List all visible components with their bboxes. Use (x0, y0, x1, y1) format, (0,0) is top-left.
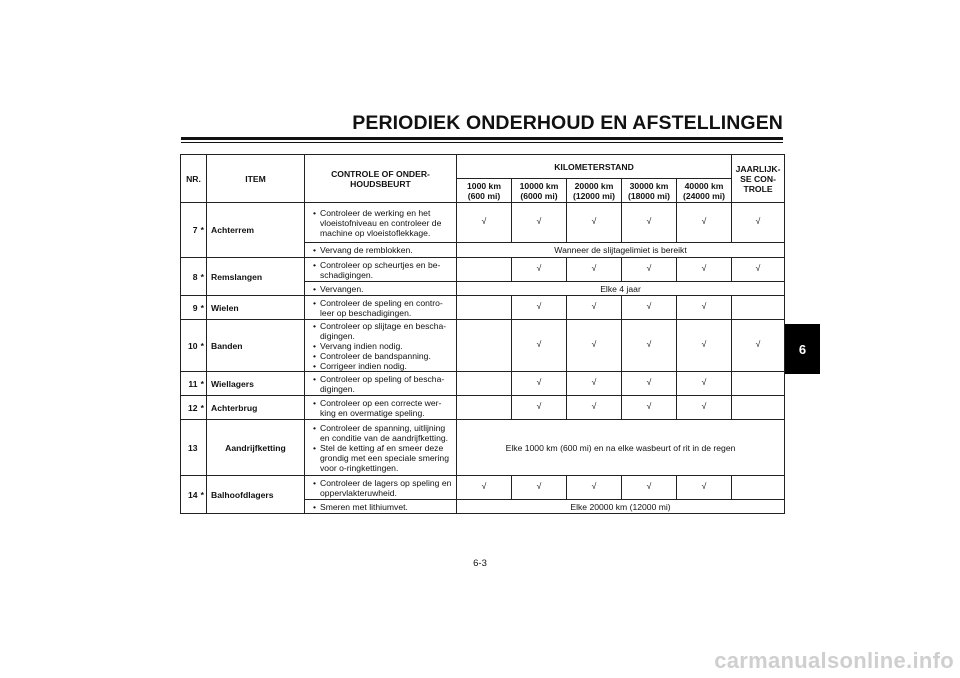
empty-cell (732, 476, 785, 500)
check-mark: √ (732, 258, 785, 282)
header-interval: 10000 km (6000 mi) (512, 179, 567, 203)
check-description (305, 296, 457, 320)
header-odometer: KILOMETERSTAND (457, 155, 732, 179)
check-mark: √ (512, 320, 567, 372)
header-interval: 1000 km (600 mi) (457, 179, 512, 203)
check-mark: √ (622, 372, 677, 396)
check-mark: √ (567, 296, 622, 320)
header-annual: JAARLIJK- SE CON- TROLE (732, 155, 785, 203)
row-number: 13 (181, 420, 199, 476)
check-mark: √ (622, 203, 677, 243)
row-item: Wielen (207, 296, 305, 320)
header-interval: 40000 km (24000 mi) (677, 179, 732, 203)
check-mark: √ (622, 296, 677, 320)
check-mark: √ (567, 258, 622, 282)
check-mark: √ (512, 476, 567, 500)
check-description (305, 420, 457, 476)
check-mark: √ (567, 476, 622, 500)
header-check: CONTROLE OF ONDER- HOUDSBEURT (305, 155, 457, 203)
empty-cell (732, 372, 785, 396)
check-mark: √ (567, 372, 622, 396)
check-mark: √ (622, 476, 677, 500)
check-bullet: • Controleer op slijtage en bescha-digingen. (311, 321, 452, 341)
check-bullet: • Controleer op een correcte wer-king en overmatige speling. (311, 398, 452, 418)
check-mark: √ (567, 320, 622, 372)
header-rule (181, 137, 783, 140)
row-number: 9 (181, 296, 199, 320)
check-mark: √ (567, 203, 622, 243)
dealer-service-marker: * (199, 296, 207, 320)
empty-cell (457, 320, 512, 372)
header-interval: 30000 km (18000 mi) (622, 179, 677, 203)
check-description (305, 372, 457, 396)
empty-cell (732, 296, 785, 320)
row-item: Achterrem (207, 203, 305, 258)
dealer-service-marker: * (199, 476, 207, 514)
watermark: carmanualsonline.info (714, 648, 954, 673)
check-mark: √ (677, 476, 732, 500)
table-row (181, 372, 785, 396)
check-description (305, 396, 457, 420)
check-bullet: • Smeren met lithiumvet. (311, 502, 452, 512)
page-number: 6-3 (473, 558, 487, 569)
dealer-service-marker: * (199, 372, 207, 396)
check-mark: √ (622, 396, 677, 420)
check-mark: √ (567, 396, 622, 420)
check-description (305, 320, 457, 372)
check-mark: √ (677, 203, 732, 243)
header-nr: NR. (181, 155, 207, 203)
chapter-tab[interactable]: 6 (785, 324, 820, 374)
check-mark: √ (512, 258, 567, 282)
row-item: Achterbrug (207, 396, 305, 420)
row-item: Banden (207, 320, 305, 372)
check-description (305, 500, 457, 514)
check-bullet: • Vervang de remblokken. (311, 245, 452, 255)
check-mark: √ (457, 476, 512, 500)
row-number: 12 (181, 396, 199, 420)
empty-cell (457, 296, 512, 320)
check-description (305, 243, 457, 258)
check-mark: √ (677, 320, 732, 372)
header-rule-thin (181, 142, 783, 143)
dealer-service-marker: * (199, 396, 207, 420)
check-bullet: • Controleer op speling of bescha-digingen. (311, 374, 452, 394)
check-description (305, 476, 457, 500)
maintenance-table (180, 154, 785, 514)
dealer-service-marker (199, 420, 207, 476)
table-row (181, 420, 785, 476)
check-mark: √ (677, 372, 732, 396)
interval-note: Elke 20000 km (12000 mi) (457, 500, 785, 514)
row-item: Balhoofdlagers (207, 476, 305, 514)
check-bullet: • Controleer de bandspanning. (311, 351, 452, 361)
row-item: Remslangen (207, 258, 305, 296)
check-mark: √ (512, 296, 567, 320)
check-mark: √ (677, 258, 732, 282)
dealer-service-marker: * (199, 203, 207, 258)
check-mark: √ (732, 203, 785, 243)
table-row (181, 296, 785, 320)
check-bullet: • Corrigeer indien nodig. (311, 361, 452, 371)
page-title: PERIODIEK ONDERHOUD EN AFSTELLINGEN (352, 112, 783, 134)
row-number: 14 (181, 476, 199, 514)
check-bullet: • Vervang indien nodig. (311, 341, 452, 351)
row-item: Aandrijfketting (207, 420, 305, 476)
table-row (181, 476, 785, 500)
check-mark: √ (622, 258, 677, 282)
row-number: 7 (181, 203, 199, 258)
empty-cell (457, 372, 512, 396)
check-mark: √ (512, 396, 567, 420)
check-mark: √ (512, 203, 567, 243)
table-row (181, 203, 785, 243)
table-row (181, 320, 785, 372)
check-mark: √ (512, 372, 567, 396)
empty-cell (457, 396, 512, 420)
row-number: 10 (181, 320, 199, 372)
interval-note: Elke 1000 km (600 mi) en na elke wasbeurt of rit in de regen (457, 420, 785, 476)
check-mark: √ (457, 203, 512, 243)
dealer-service-marker: * (199, 258, 207, 296)
row-number: 8 (181, 258, 199, 296)
check-description (305, 282, 457, 296)
row-number: 11 (181, 372, 199, 396)
header-item: ITEM (207, 155, 305, 203)
dealer-service-marker: * (199, 320, 207, 372)
empty-cell (457, 258, 512, 282)
table-row (181, 396, 785, 420)
check-bullet: • Controleer de lagers op speling en oppervlakteruwheid. (311, 478, 452, 498)
check-bullet: • Vervangen. (311, 284, 452, 294)
check-bullet: • Stel de ketting af en smeer deze grondig met een speciale smering voor o-ringkettingen. (311, 443, 452, 473)
check-description (305, 258, 457, 282)
header-interval: 20000 km (12000 mi) (567, 179, 622, 203)
check-mark: √ (677, 296, 732, 320)
empty-cell (732, 396, 785, 420)
check-bullet: • Controleer op scheurtjes en be-schadigingen. (311, 260, 452, 280)
check-mark: √ (732, 320, 785, 372)
row-item: Wiellagers (207, 372, 305, 396)
check-bullet: • Controleer de speling en contro-leer op beschadigingen. (311, 298, 452, 318)
table-row (181, 258, 785, 282)
check-mark: √ (622, 320, 677, 372)
check-mark: √ (677, 396, 732, 420)
check-description (305, 203, 457, 243)
check-bullet: • Controleer de spanning, uitlijning en conditie van de aandrijfketting. (311, 423, 452, 443)
interval-note: Wanneer de slijtagelimiet is bereikt (457, 243, 785, 258)
check-bullet: • Controleer de werking en het vloeistofniveau en controleer de machine op vloeistoflekkage. (311, 208, 452, 238)
interval-note: Elke 4 jaar (457, 282, 785, 296)
